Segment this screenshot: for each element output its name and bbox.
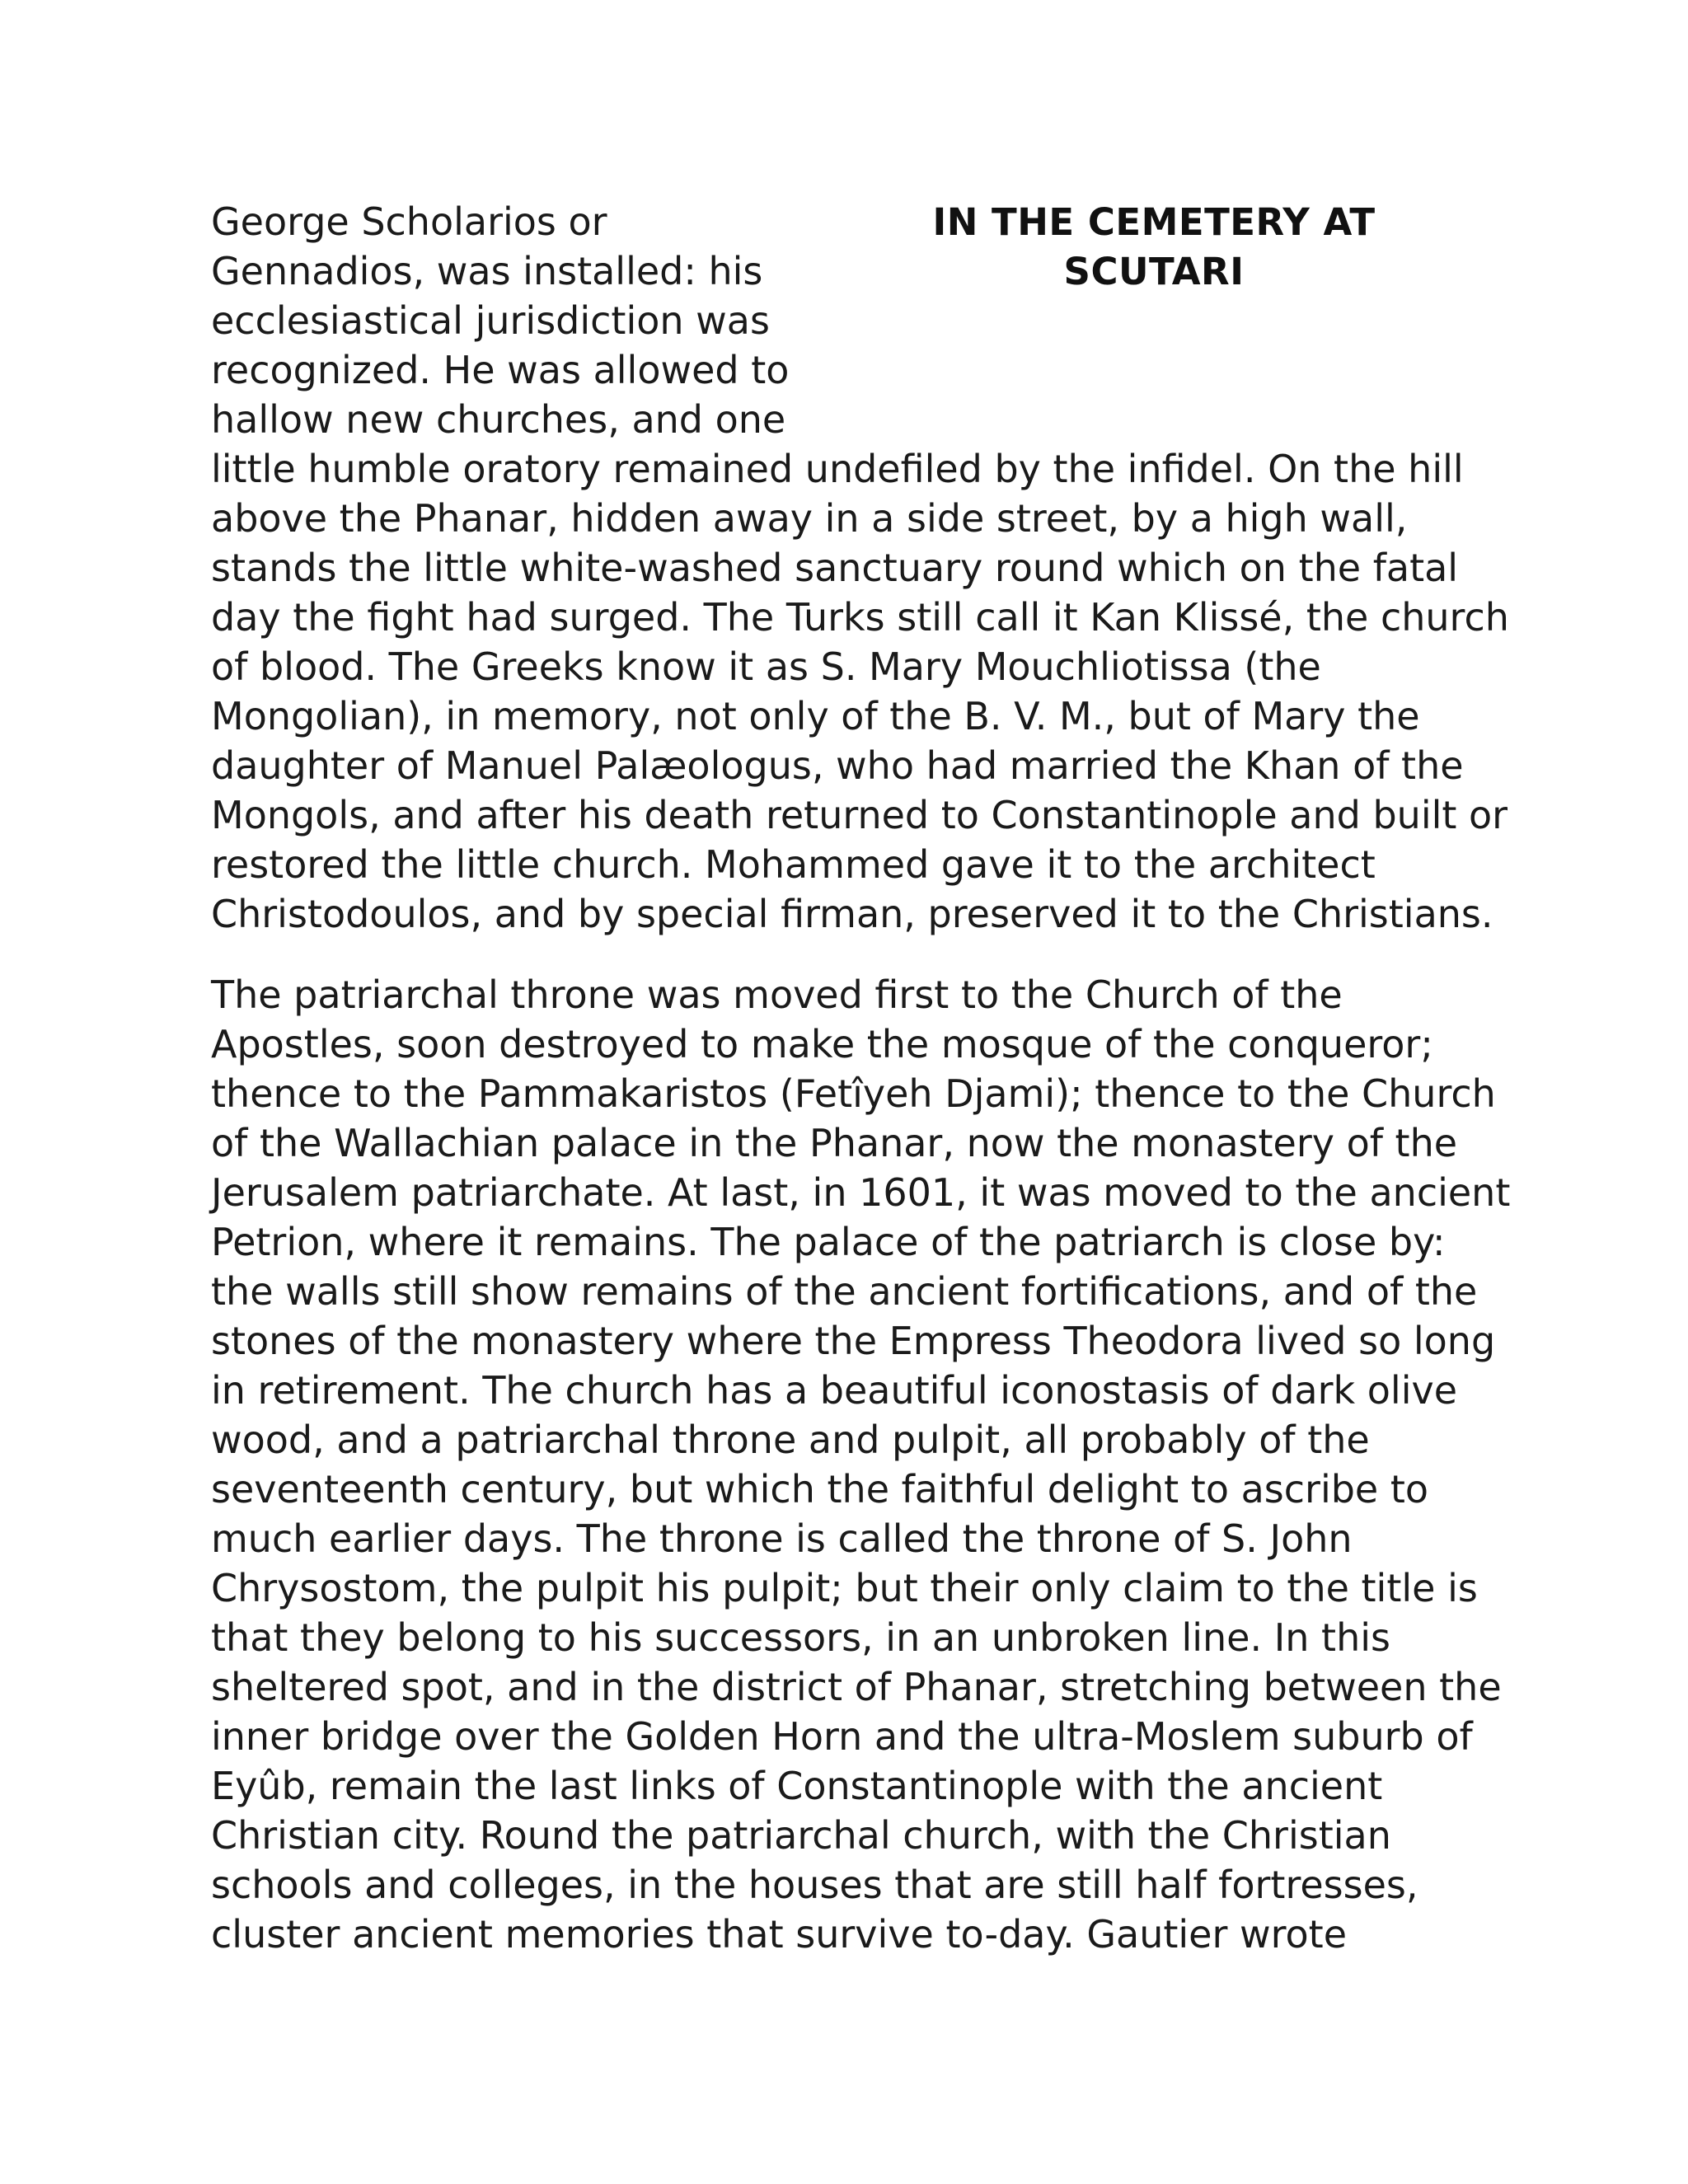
text-line: Chrysostom, the pulpit his pulpit; but their only claim to the title is — [211, 1566, 1478, 1610]
illustration-caption — [898, 198, 1409, 297]
text-line: stones of the monastery where the Empress Theodora lived so long — [211, 1319, 1496, 1363]
text-line: sheltered spot, and in the district of Phanar, stretching between the — [211, 1665, 1502, 1709]
text-line: of blood. The Greeks know it as S. Mary Mouchliotissa (the — [211, 644, 1321, 689]
text-line: cluster ancient memories that survive to-day. Gautier wrote — [211, 1912, 1348, 1957]
paragraph-2 — [211, 970, 1511, 1959]
text-line: Petrion, where it remains. The palace of the patriarch is close by: — [211, 1220, 1446, 1264]
text-line: day the fight had surged. The Turks still call it Kan Klissé, the church — [211, 595, 1509, 640]
text-line: Mongols, and after his death returned to Constantinople and built or — [211, 793, 1508, 837]
text-line: inner bridge over the Golden Horn and the ultra-Moslem suburb of — [211, 1714, 1473, 1759]
text-line: Gennadios, was installed: his — [211, 249, 763, 293]
paragraph-1 — [211, 444, 1509, 939]
text-line: in retirement. The church has a beautiful iconostasis of dark olive — [211, 1368, 1458, 1413]
text-line: Eyûb, remain the last links of Constantinople with the ancient — [211, 1764, 1383, 1808]
text-line: Apostles, soon destroyed to make the mosque of the conqueror; — [211, 1022, 1433, 1066]
caption-line: SCUTARI — [1063, 250, 1245, 293]
text-line: restored the little church. Mohammed gave it to the architect — [211, 842, 1376, 887]
text-line: The patriarchal throne was moved first to the Church of the — [211, 972, 1343, 1017]
lead-column-text — [211, 197, 790, 444]
text-line: that they belong to his successors, in an unbroken line. In this — [211, 1615, 1390, 1660]
text-line: George Scholarios or — [211, 199, 607, 244]
text-line: daughter of Manuel Palæologus, who had married the Khan of the — [211, 743, 1464, 788]
text-line: of the Wallachian palace in the Phanar, now the monastery of the — [211, 1121, 1458, 1165]
text-line: much earlier days. The throne is called the throne of S. John — [211, 1516, 1353, 1561]
text-line: above the Phanar, hidden away in a side street, by a high wall, — [211, 496, 1408, 541]
text-line: little humble oratory remained undefiled by the infidel. On the hill — [211, 447, 1464, 491]
caption-line: IN THE CEMETERY AT — [932, 200, 1376, 244]
text-line: thence to the Pammakaristos (Fetîyeh Djami); thence to the Church — [211, 1071, 1496, 1116]
text-line: Christian city. Round the patriarchal church, with the Christian — [211, 1813, 1391, 1858]
text-line: schools and colleges, in the houses that are still half fortresses, — [211, 1863, 1418, 1907]
text-line: ecclesiastical jurisdiction was — [211, 298, 770, 343]
text-line: hallow new churches, and one — [211, 397, 786, 442]
text-line: stands the little white-washed sanctuary round which on the fatal — [211, 546, 1459, 590]
text-line: Christodoulos, and by special firman, preserved it to the Christians. — [211, 892, 1493, 936]
text-line: recognized. He was allowed to — [211, 348, 790, 392]
text-line: wood, and a patriarchal throne and pulpit, all probably of the — [211, 1418, 1370, 1462]
text-line: seventeenth century, but which the faithful delight to ascribe to — [211, 1467, 1429, 1511]
text-line: the walls still show remains of the ancient fortifications, and of the — [211, 1269, 1478, 1314]
text-line: Mongolian), in memory, not only of the B. V. M., but of Mary the — [211, 694, 1420, 738]
text-line: Jerusalem patriarchate. At last, in 1601, it was moved to the ancient — [211, 1170, 1511, 1215]
